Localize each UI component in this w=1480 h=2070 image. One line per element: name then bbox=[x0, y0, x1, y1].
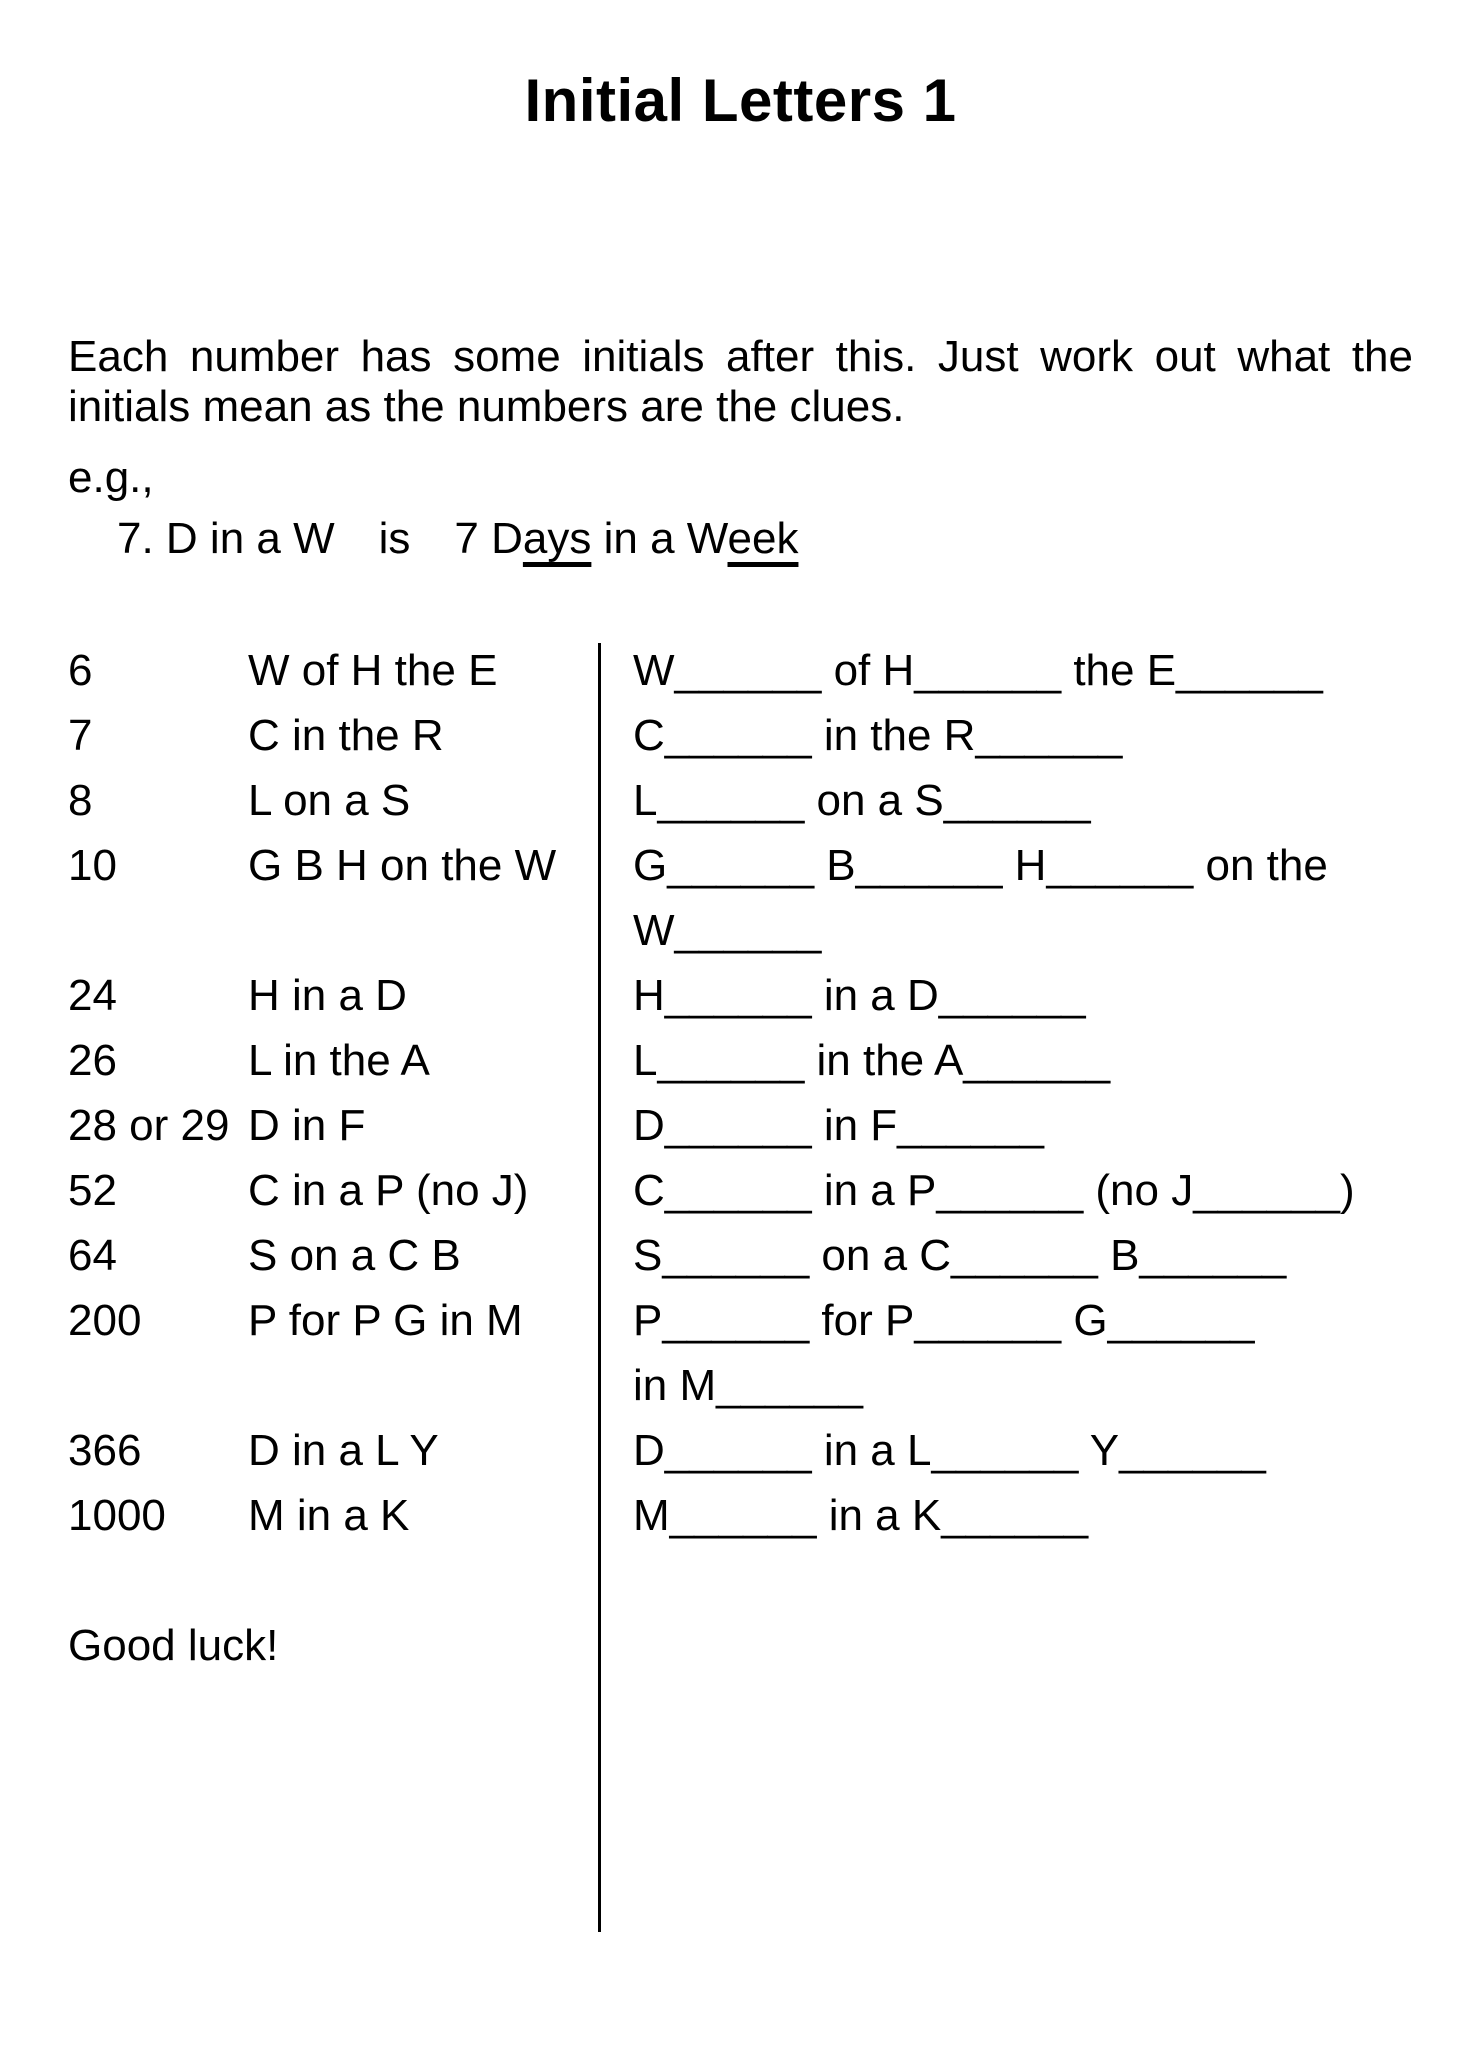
row-number: 10 bbox=[68, 841, 117, 890]
puzzle-row bbox=[68, 768, 1413, 833]
example-clue: 7. D in a W bbox=[117, 514, 335, 563]
row-clue: D in a L Y bbox=[248, 1426, 439, 1475]
row-clue: D in F bbox=[248, 1101, 366, 1150]
intro-line-2: initials mean as the numbers are the clues. bbox=[68, 382, 905, 431]
row-answer bbox=[598, 1158, 1413, 1223]
intro-line-1: Each number has some initials after this. Just work out what the bbox=[68, 332, 1413, 381]
row-clue: W of H the E bbox=[248, 646, 498, 695]
row-clue: G B H on the W bbox=[248, 841, 557, 890]
row-answer bbox=[598, 1093, 1413, 1158]
row-number: 8 bbox=[68, 776, 93, 825]
puzzle-list bbox=[68, 638, 1413, 1548]
answer-line: in M______ bbox=[633, 1361, 863, 1410]
answer-line: C______ in the R______ bbox=[633, 711, 1123, 760]
row-answer bbox=[598, 1418, 1413, 1483]
puzzle-row bbox=[68, 1093, 1413, 1158]
example-label: e.g., bbox=[68, 453, 154, 502]
row-clue: C in a P (no J) bbox=[248, 1166, 529, 1215]
row-clue: P for P G in M bbox=[248, 1296, 523, 1345]
column-divider-line bbox=[598, 643, 601, 1932]
page-title: Initial Letters 1 bbox=[524, 67, 957, 134]
puzzle-row bbox=[68, 1223, 1413, 1288]
row-answer bbox=[598, 1288, 1413, 1418]
puzzle-row bbox=[68, 833, 1413, 963]
row-answer bbox=[598, 703, 1413, 768]
answer-part: 7 D bbox=[454, 514, 523, 563]
row-answer bbox=[598, 768, 1413, 833]
answer-line: C______ in a P______ (no J______) bbox=[633, 1166, 1355, 1215]
puzzle-row bbox=[68, 1028, 1413, 1093]
example-answer bbox=[454, 514, 798, 563]
row-number: 6 bbox=[68, 646, 93, 695]
row-number: 28 or 29 bbox=[68, 1101, 230, 1150]
row-clue: C in the R bbox=[248, 711, 444, 760]
puzzle-row bbox=[68, 638, 1413, 703]
puzzle-row bbox=[68, 703, 1413, 768]
answer-line: P______ for P______ G______ bbox=[633, 1296, 1255, 1345]
answer-line: H______ in a D______ bbox=[633, 971, 1086, 1020]
answer-line: L______ in the A______ bbox=[633, 1036, 1111, 1085]
answer-line: D______ in F______ bbox=[633, 1101, 1044, 1150]
underlined-answer-part: ays bbox=[522, 514, 592, 563]
puzzle-row bbox=[68, 1158, 1413, 1223]
row-number: 26 bbox=[68, 1036, 117, 1085]
row-clue: H in a D bbox=[248, 971, 407, 1020]
row-answer bbox=[598, 1483, 1413, 1548]
example-line bbox=[117, 514, 1413, 564]
row-clue: L on a S bbox=[248, 776, 411, 825]
answer-line: G______ B______ H______ on the bbox=[633, 841, 1328, 890]
row-number: 366 bbox=[68, 1426, 142, 1475]
answer-line: D______ in a L______ Y______ bbox=[633, 1426, 1266, 1475]
underlined-answer-part: eek bbox=[727, 514, 799, 563]
row-number: 24 bbox=[68, 971, 117, 1020]
row-answer bbox=[598, 638, 1413, 703]
row-answer bbox=[598, 1028, 1413, 1093]
good-luck-text: Good luck! bbox=[68, 1621, 279, 1670]
row-number: 200 bbox=[68, 1296, 142, 1345]
puzzle-row bbox=[68, 1288, 1413, 1418]
row-number: 1000 bbox=[68, 1491, 166, 1540]
row-clue: S on a C B bbox=[248, 1231, 461, 1280]
answer-line: L______ on a S______ bbox=[633, 776, 1091, 825]
row-clue: L in the A bbox=[248, 1036, 430, 1085]
row-number: 64 bbox=[68, 1231, 117, 1280]
puzzle-row bbox=[68, 963, 1413, 1028]
row-answer bbox=[598, 833, 1413, 963]
row-answer bbox=[598, 963, 1413, 1028]
answer-line: S______ on a C______ B______ bbox=[633, 1231, 1287, 1280]
answer-part: in a W bbox=[591, 514, 728, 563]
row-number: 52 bbox=[68, 1166, 117, 1215]
answer-line: W______ of H______ the E______ bbox=[633, 646, 1323, 695]
answer-line: M______ in a K______ bbox=[633, 1491, 1089, 1540]
row-number: 7 bbox=[68, 711, 93, 760]
answer-line: W______ bbox=[633, 906, 822, 955]
row-answer bbox=[598, 1223, 1413, 1288]
example-verb: is bbox=[378, 514, 411, 563]
puzzle-row bbox=[68, 1483, 1413, 1548]
row-clue: M in a K bbox=[248, 1491, 410, 1540]
puzzle-row bbox=[68, 1418, 1413, 1483]
